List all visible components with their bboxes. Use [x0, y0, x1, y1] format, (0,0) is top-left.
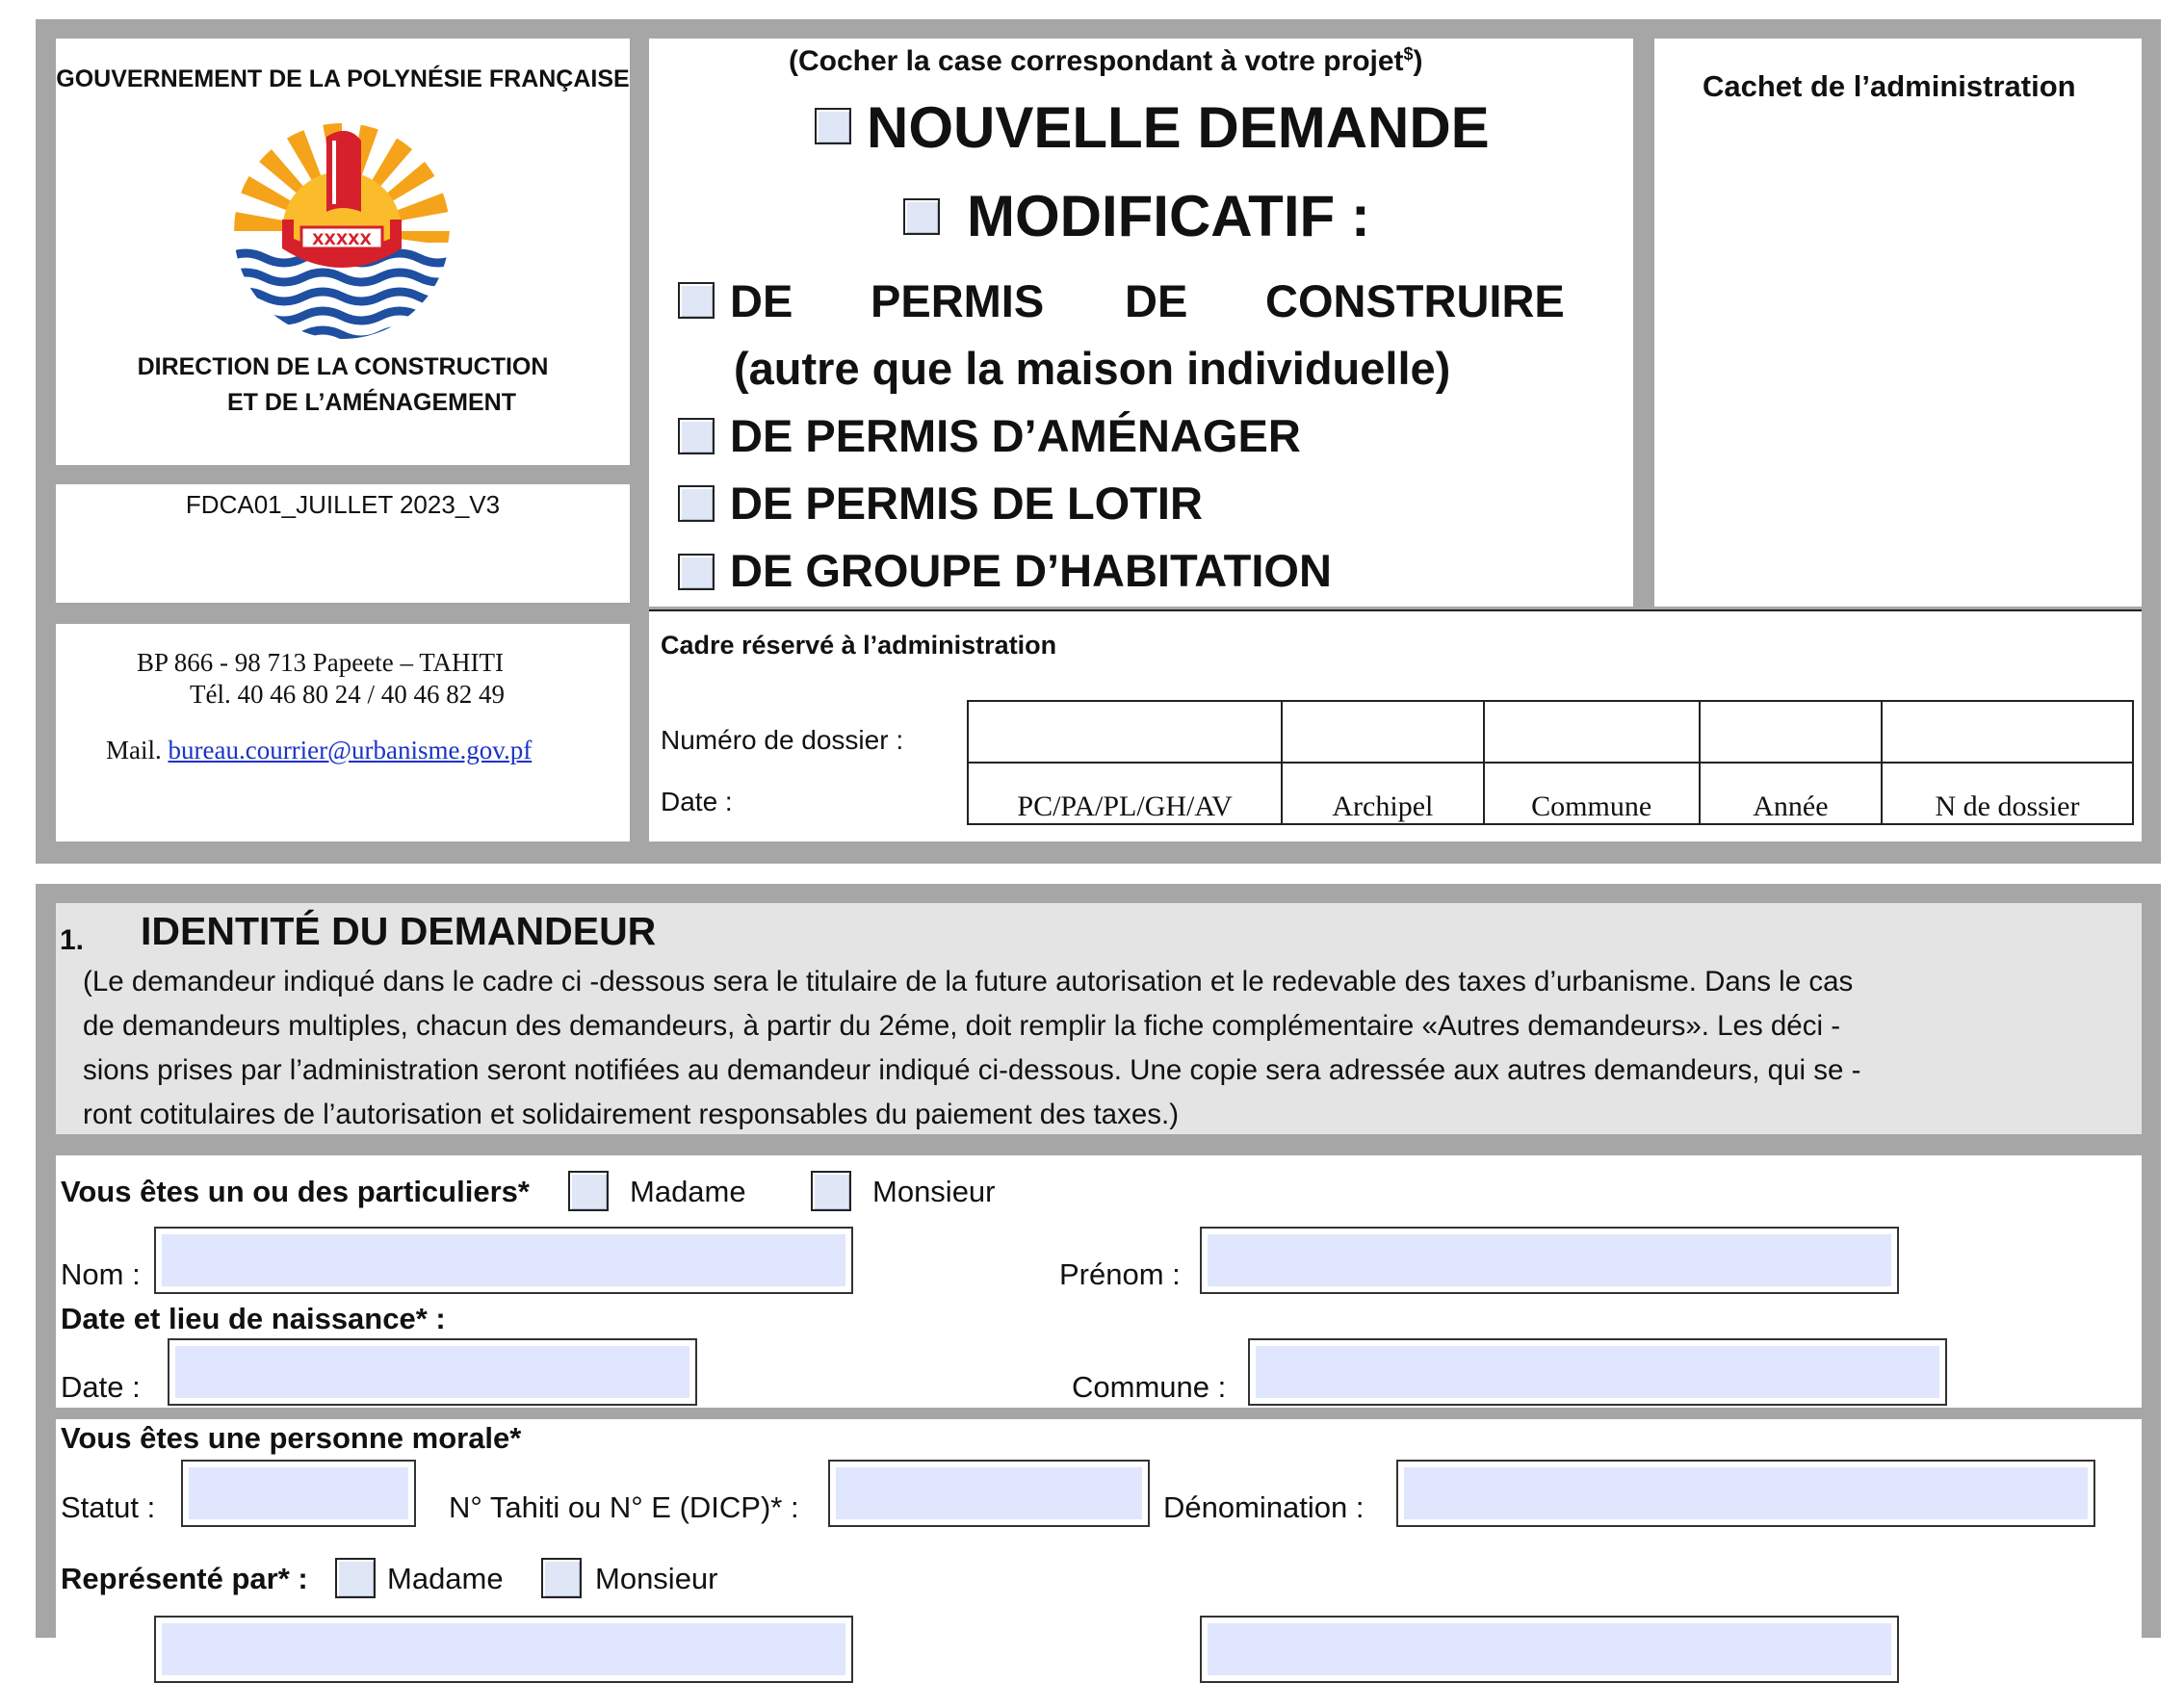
phone: Tél. 40 46 80 24 / 40 46 82 49 — [190, 680, 505, 709]
dossier-type-input[interactable] — [968, 701, 1282, 763]
instruction-text: (Cocher la case correspondant à votre projet — [789, 45, 1404, 77]
nom-input[interactable] — [154, 1227, 853, 1294]
section1-desc-2: de demandeurs multiples, chacun des demandeurs, à partir du 2éme, doit remplir la fiche complémentaire «Autres demandeurs». Les déci - — [83, 1010, 1841, 1042]
represente-monsieur-label: Monsieur — [595, 1562, 718, 1595]
col-archipel: Archipel — [1282, 763, 1483, 824]
section1-header — [56, 903, 2142, 1134]
section1-desc-4: ront cotitulaires de l’autorisation et solidairement responsables du paiement des taxes.) — [83, 1099, 1180, 1130]
instruction-end: ) — [1413, 45, 1423, 77]
modificatif-label: MODIFICATIF : — [967, 184, 1370, 248]
permis-construire-w1: DE — [730, 275, 793, 326]
birth-date-label: Date : — [61, 1370, 141, 1404]
dossier-numero-input[interactable] — [1882, 701, 2133, 763]
col-numero: N de dossier — [1882, 763, 2133, 824]
statut-input[interactable] — [181, 1460, 416, 1527]
groupe-habitation-label: DE GROUPE D’HABITATION — [730, 545, 1332, 596]
permis-construire-line2: (autre que la maison individuelle) — [734, 343, 1451, 394]
section1-title: IDENTITÉ DU DEMANDEUR — [141, 909, 657, 953]
emblem-text: XXXXX — [312, 230, 372, 248]
form-code: FDCA01_JUILLET 2023_V3 — [185, 490, 501, 519]
stamp-panel — [1654, 39, 2142, 607]
particuliers-label: Vous êtes un ou des particuliers* — [61, 1175, 530, 1208]
birth-commune-input[interactable] — [1248, 1338, 1947, 1406]
permis-amenager-checkbox[interactable] — [678, 418, 715, 454]
logo-panel — [56, 39, 630, 465]
permis-construire-w2: PERMIS — [871, 275, 1045, 326]
permis-lotir-checkbox[interactable] — [678, 485, 715, 522]
dossier-label: Numéro de dossier : — [661, 725, 904, 755]
tahiti-input[interactable] — [828, 1460, 1150, 1527]
permis-construire-w3: DE — [1125, 275, 1188, 326]
tahiti-label: N° Tahiti ou N° E (DICP)* : — [449, 1490, 799, 1524]
col-type: PC/PA/PL/GH/AV — [968, 763, 1282, 824]
permis-amenager-label: DE PERMIS D’AMÉNAGER — [730, 410, 1301, 461]
birth-commune-label: Commune : — [1072, 1370, 1227, 1404]
naissance-label: Date et lieu de naissance* : — [61, 1302, 446, 1335]
permis-lotir-label: DE PERMIS DE LOTIR — [730, 478, 1203, 529]
dossier-commune-input[interactable] — [1484, 701, 1700, 763]
request-panel — [649, 39, 1633, 607]
nouvelle-demande-checkbox[interactable] — [815, 108, 851, 144]
prenom-input[interactable] — [1200, 1227, 1899, 1294]
government-name: GOUVERNEMENT DE LA POLYNÉSIE FRANÇAISE — [56, 65, 630, 92]
mail-label: Mail. — [106, 736, 162, 764]
direction-line-1: DIRECTION DE LA CONSTRUCTION — [137, 353, 549, 380]
section1-number: 1. — [60, 924, 85, 956]
denomination-input[interactable] — [1396, 1460, 2095, 1527]
polynesia-emblem-logo — [226, 116, 457, 347]
represente-prenom-input[interactable] — [1200, 1616, 1899, 1683]
request-instruction — [789, 44, 1423, 78]
represente-monsieur-checkbox[interactable] — [541, 1558, 582, 1598]
col-commune: Commune — [1484, 763, 1700, 824]
dossier-archipel-input[interactable] — [1282, 701, 1483, 763]
personne-morale-block — [56, 1419, 2142, 1638]
form-code-panel — [56, 484, 630, 603]
morale-label: Vous êtes une personne morale* — [61, 1421, 522, 1455]
modificatif-checkbox[interactable] — [903, 198, 940, 235]
permis-construire-checkbox[interactable] — [678, 282, 715, 319]
mail-link[interactable]: bureau.courrier@urbanisme.gov.pf — [168, 736, 533, 764]
represente-madame-checkbox[interactable] — [335, 1558, 376, 1598]
prenom-label: Prénom : — [1059, 1257, 1181, 1291]
section1-desc-1: (Le demandeur indiqué dans le cadre ci -dessous sera le titulaire de la future autorisation et le redevable des taxes d’urbanisme. Dans le cas — [83, 966, 1854, 997]
instruction-sup: $ — [1403, 44, 1414, 64]
admin-panel — [649, 609, 2142, 842]
address: BP 866 - 98 713 Papeete – TAHITI — [137, 648, 505, 677]
dossier-number-table — [967, 700, 2134, 825]
madame-checkbox[interactable] — [568, 1171, 609, 1211]
denomination-label: Dénomination : — [1163, 1490, 1365, 1524]
admin-date-label: Date : — [661, 787, 733, 816]
groupe-habitation-checkbox[interactable] — [678, 554, 715, 590]
monsieur-checkbox[interactable] — [811, 1171, 851, 1211]
represente-madame-label: Madame — [387, 1562, 504, 1595]
represente-label: Représenté par* : — [61, 1562, 308, 1595]
madame-label: Madame — [630, 1175, 746, 1208]
direction-line-2: ET DE L’AMÉNAGEMENT — [226, 389, 516, 416]
permis-construire-w4: CONSTRUIRE — [1265, 275, 1565, 326]
mail-line — [106, 736, 532, 765]
admin-title: Cadre réservé à l’administration — [661, 631, 1057, 660]
statut-label: Statut : — [61, 1490, 156, 1524]
monsieur-label: Monsieur — [872, 1175, 996, 1208]
represente-nom-input[interactable] — [154, 1616, 853, 1683]
contact-panel — [56, 624, 630, 842]
section1-desc-3: sions prises par l’administration seront notifiées au demandeur indiqué ci-dessous. Une copie sera adressée aux autres demandeurs, qui se - — [83, 1054, 1861, 1086]
birth-date-input[interactable] — [168, 1338, 697, 1406]
dossier-annee-input[interactable] — [1700, 701, 1882, 763]
nouvelle-demande-label: NOUVELLE DEMANDE — [867, 95, 1490, 160]
particuliers-block — [56, 1155, 2142, 1408]
stamp-title: Cachet de l’administration — [1703, 69, 2076, 103]
nom-label: Nom : — [61, 1257, 141, 1291]
col-annee: Année — [1700, 763, 1882, 824]
